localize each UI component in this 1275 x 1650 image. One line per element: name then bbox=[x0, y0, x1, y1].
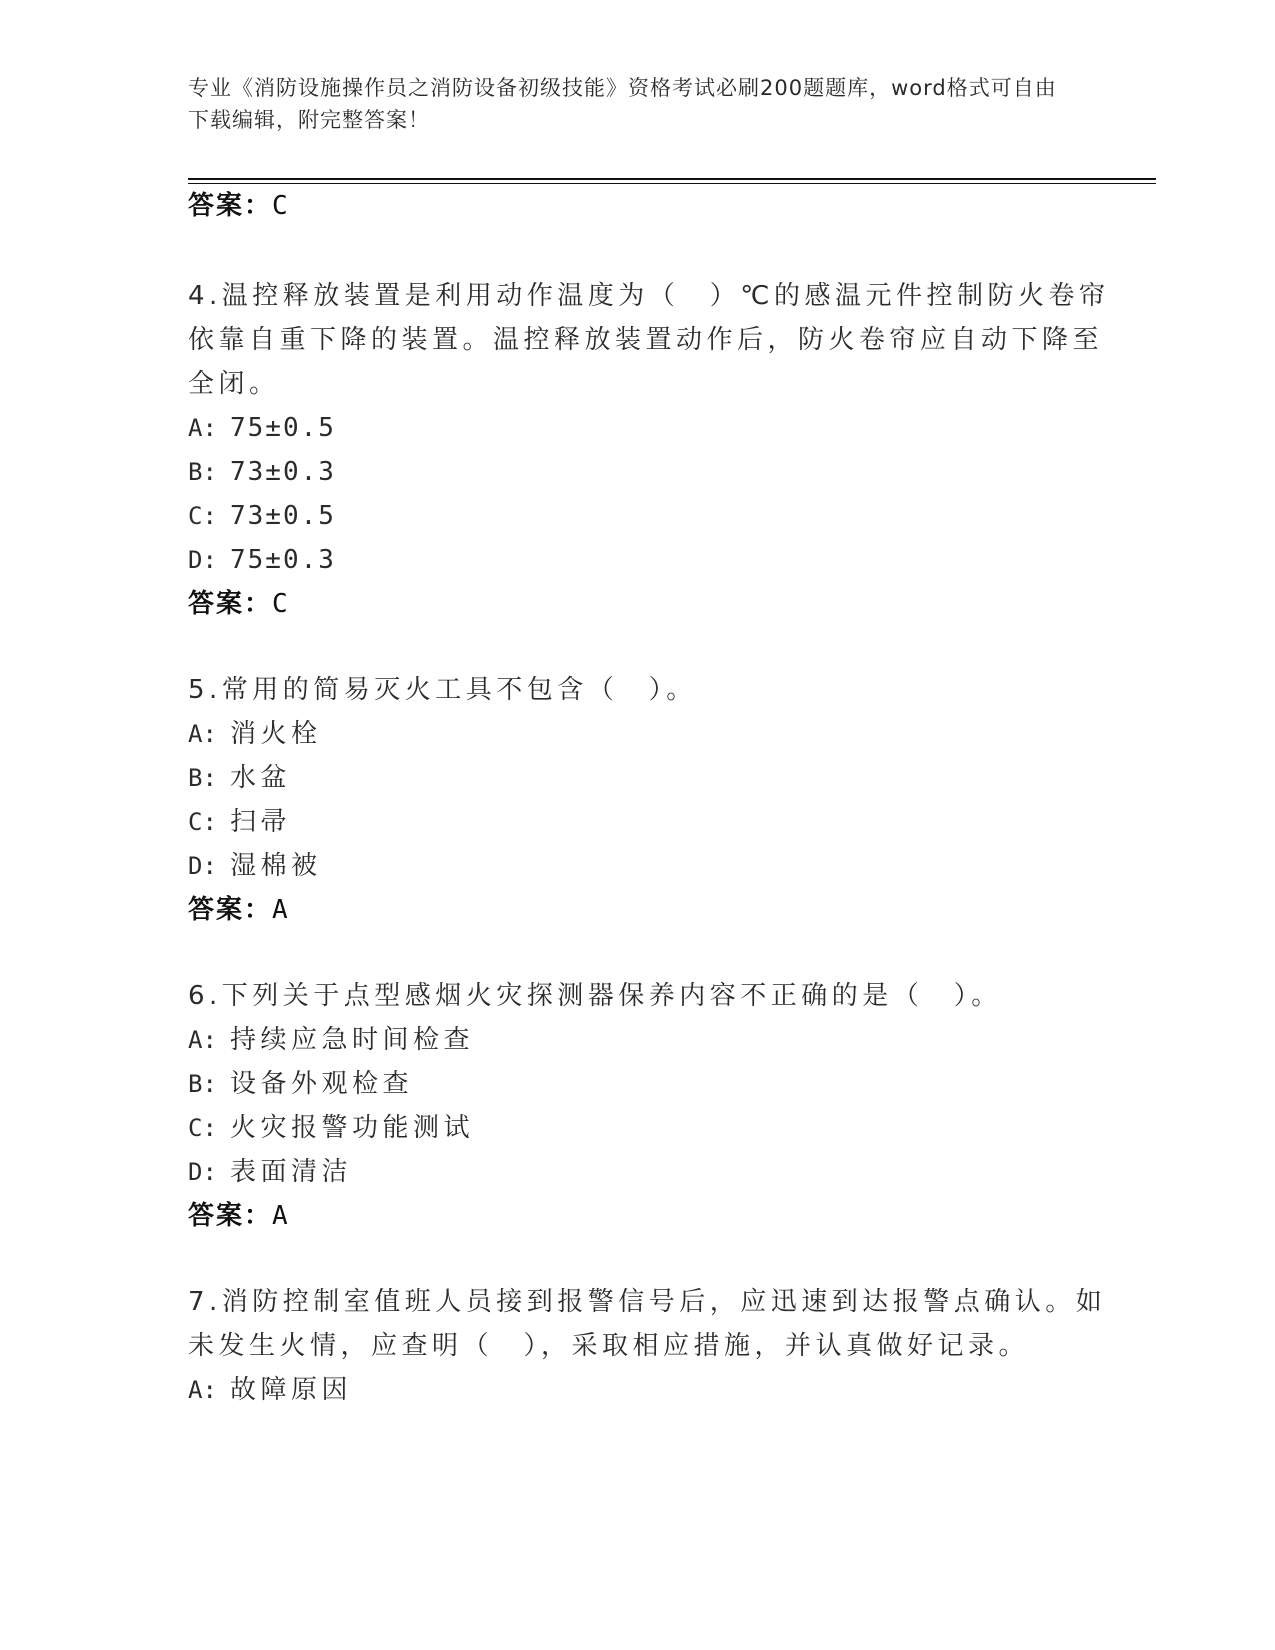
answer-label: 答案： bbox=[188, 191, 273, 221]
option-text: 75±0.3 bbox=[230, 545, 336, 575]
option-text: 73±0.5 bbox=[230, 501, 336, 531]
q4-option-c bbox=[188, 498, 336, 534]
option-text: 75±0.5 bbox=[230, 413, 336, 443]
q7-text-line-1: 7.消防控制室值班人员接到报警信号后，应迅速到达报警点确认。如 bbox=[188, 1287, 1107, 1317]
q5-option-b bbox=[188, 760, 291, 796]
q4-text-line-1: 4.温控释放装置是利用动作温度为（ ）℃的感温元件控制防火卷帘 bbox=[188, 281, 1110, 311]
option-text: 消火栓 bbox=[230, 719, 322, 749]
option-letter: B: bbox=[188, 1070, 217, 1098]
q4-option-d bbox=[188, 542, 336, 578]
q6-option-b bbox=[188, 1066, 413, 1102]
q4-option-a bbox=[188, 410, 336, 446]
q6-option-d bbox=[188, 1154, 352, 1190]
q5-text-line-1: 5.常用的简易灭火工具不包含（ ）。 bbox=[188, 675, 697, 705]
answer-prev bbox=[188, 188, 290, 224]
option-text: 设备外观检查 bbox=[230, 1069, 414, 1099]
option-text: 扫帚 bbox=[230, 807, 292, 837]
option-text: 73±0.3 bbox=[230, 457, 336, 487]
option-letter: A: bbox=[188, 1376, 217, 1404]
option-text: 火灾报警功能测试 bbox=[230, 1113, 475, 1143]
q4-text-line-3: 全闭。 bbox=[188, 369, 280, 399]
q4-text-line-2: 依靠自重下降的装置。温控释放装置动作后，防火卷帘应自动下降至 bbox=[188, 325, 1104, 355]
q5-option-a bbox=[188, 716, 322, 752]
option-text: 湿棉被 bbox=[230, 851, 322, 881]
q6-text-line-1: 6.下列关于点型感烟火灾探测器保养内容不正确的是（ ）。 bbox=[188, 981, 1002, 1011]
answer-value: A bbox=[272, 895, 290, 925]
answer-label: 答案： bbox=[188, 589, 273, 619]
option-text: 故障原因 bbox=[230, 1375, 353, 1405]
option-letter: C: bbox=[188, 502, 217, 530]
q4-option-b bbox=[188, 454, 336, 490]
q6-option-c bbox=[188, 1110, 474, 1146]
option-letter: D: bbox=[188, 546, 217, 574]
option-letter: A: bbox=[188, 414, 217, 442]
option-text: 持续应急时间检查 bbox=[230, 1025, 475, 1055]
q7-option-a bbox=[188, 1372, 352, 1408]
answer-value: C bbox=[272, 589, 290, 619]
option-text: 水盆 bbox=[230, 763, 292, 793]
q7-text-line-2: 未发生火情，应查明（ ），采取相应措施，并认真做好记录。 bbox=[188, 1331, 1030, 1361]
header-rule-thin bbox=[188, 183, 1156, 184]
answer-label: 答案： bbox=[188, 895, 273, 925]
answer-value: C bbox=[272, 191, 290, 221]
option-letter: B: bbox=[188, 764, 217, 792]
document-header: 专业《消防设施操作员之消防设备初级技能》资格考试必刷200题题库，word格式可自由下载编辑，附完整答案！ bbox=[188, 76, 1057, 132]
q4-answer bbox=[188, 586, 290, 622]
option-letter: A: bbox=[188, 1026, 217, 1054]
option-letter: A: bbox=[188, 720, 217, 748]
option-letter: D: bbox=[188, 1158, 217, 1186]
q6-option-a bbox=[188, 1022, 474, 1058]
option-letter: C: bbox=[188, 1114, 217, 1142]
header-rule-thick bbox=[188, 178, 1156, 180]
option-text: 表面清洁 bbox=[230, 1157, 353, 1187]
option-letter: C: bbox=[188, 808, 217, 836]
answer-value: A bbox=[272, 1201, 290, 1231]
q6-answer bbox=[188, 1198, 290, 1234]
q5-option-d bbox=[188, 848, 322, 884]
option-letter: D: bbox=[188, 852, 217, 880]
q5-answer bbox=[188, 892, 290, 928]
answer-label: 答案： bbox=[188, 1201, 273, 1231]
q5-option-c bbox=[188, 804, 291, 840]
option-letter: B: bbox=[188, 458, 217, 486]
